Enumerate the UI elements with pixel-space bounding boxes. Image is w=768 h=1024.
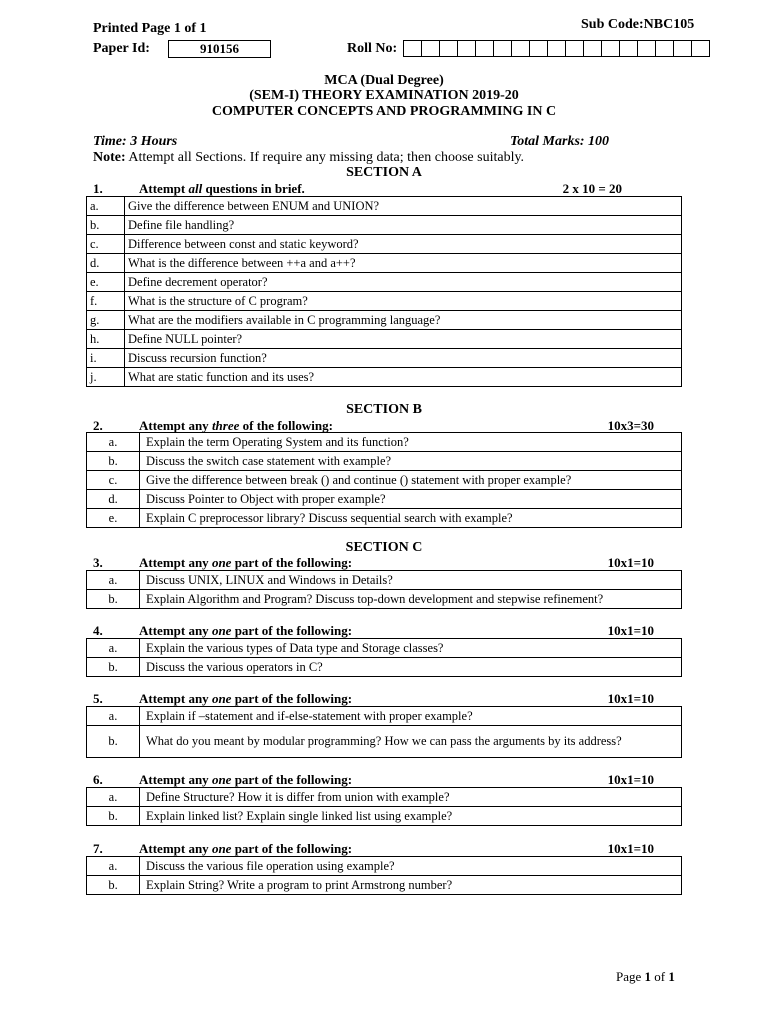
question-4-heading	[93, 623, 654, 638]
sub-code: Sub Code:NBC105	[581, 17, 695, 32]
question-row	[87, 707, 682, 726]
roll-digit-box[interactable]	[439, 40, 458, 57]
question-text: Discuss the various operators in C?	[140, 658, 682, 677]
roll-digit-box[interactable]	[601, 40, 620, 57]
course-title: MCA (Dual Degree)	[324, 73, 444, 88]
question-number: 7.	[93, 841, 103, 856]
section-b-table	[86, 432, 682, 528]
question-text: What is the structure of C program?	[125, 292, 682, 311]
question-instruction: Attempt any one part of the following:	[139, 691, 353, 706]
section-c-title: SECTION C	[345, 540, 423, 555]
question-label: b.	[87, 726, 140, 758]
question-row	[87, 571, 682, 590]
question-label: d.	[87, 254, 125, 273]
roll-digit-box[interactable]	[493, 40, 512, 57]
question-text: Define Structure? How it is differ from union with example?	[140, 788, 682, 807]
question-label: g.	[87, 311, 125, 330]
roll-digit-box[interactable]	[691, 40, 710, 57]
question-row	[87, 235, 682, 254]
question-row	[87, 726, 682, 758]
question-row	[87, 639, 682, 658]
roll-digit-box[interactable]	[565, 40, 584, 57]
question-row	[87, 273, 682, 292]
question-instruction: Attempt any one part of the following:	[139, 772, 353, 787]
question-text: Give the difference between ENUM and UNION?	[125, 197, 682, 216]
question-1-heading	[93, 181, 654, 196]
question-7-heading	[93, 841, 654, 856]
question-row	[87, 433, 682, 452]
question-label: b.	[87, 452, 140, 471]
question-label: b.	[87, 658, 140, 677]
question-marks: 2 x 10 = 20	[562, 181, 622, 196]
question-text: What is the difference between ++a and a++?	[125, 254, 682, 273]
question-text: What are static function and its uses?	[125, 368, 682, 387]
question-row	[87, 197, 682, 216]
question-number: 2.	[93, 418, 103, 433]
exam-title: (SEM-I) THEORY EXAMINATION 2019-20	[249, 88, 519, 103]
question-text: Discuss Pointer to Object with proper example?	[140, 490, 682, 509]
question-label: j.	[87, 368, 125, 387]
question-label: c.	[87, 471, 140, 490]
question-instruction: Attempt any three of the following:	[139, 418, 333, 433]
question-label: e.	[87, 273, 125, 292]
question-5-heading	[93, 691, 654, 706]
roll-digit-box[interactable]	[403, 40, 422, 57]
question-instruction: Attempt all questions in brief.	[139, 181, 305, 196]
question-text: Explain the various types of Data type and Storage classes?	[140, 639, 682, 658]
question-row	[87, 590, 682, 609]
question-number: 4.	[93, 623, 103, 638]
question-2-heading	[93, 418, 654, 433]
question-label: b.	[87, 876, 140, 895]
question-text: Explain the term Operating System and its function?	[140, 433, 682, 452]
question-marks: 10x3=30	[607, 418, 654, 433]
question-instruction: Attempt any one part of the following:	[139, 555, 353, 570]
question-label: c.	[87, 235, 125, 254]
question-row	[87, 807, 682, 826]
question-text: Define file handling?	[125, 216, 682, 235]
question-text: Discuss UNIX, LINUX and Windows in Details?	[140, 571, 682, 590]
question-number: 5.	[93, 691, 103, 706]
question-row	[87, 368, 682, 387]
question-3-heading	[93, 555, 654, 570]
question-text: Explain linked list? Explain single linked list using example?	[140, 807, 682, 826]
question-6-heading	[93, 772, 654, 787]
paper-id-label: Paper Id:	[93, 41, 150, 56]
question-number: 3.	[93, 555, 103, 570]
question-marks: 10x1=10	[607, 691, 654, 706]
question-label: b.	[87, 216, 125, 235]
roll-digit-box[interactable]	[673, 40, 692, 57]
question-label: a.	[87, 857, 140, 876]
roll-digit-box[interactable]	[475, 40, 494, 57]
roll-digit-box[interactable]	[457, 40, 476, 57]
section-a-title: SECTION A	[346, 165, 422, 180]
question-3-table	[86, 570, 682, 609]
question-marks: 10x1=10	[607, 623, 654, 638]
question-label: a.	[87, 197, 125, 216]
question-text: What do you meant by modular programming? How we can pass the arguments by its address?	[140, 726, 682, 758]
question-row	[87, 349, 682, 368]
question-row	[87, 452, 682, 471]
question-label: b.	[87, 590, 140, 609]
question-text: Discuss recursion function?	[125, 349, 682, 368]
question-label: i.	[87, 349, 125, 368]
question-row	[87, 658, 682, 677]
question-text: Difference between const and static keyword?	[125, 235, 682, 254]
question-label: a.	[87, 707, 140, 726]
time-label: Time: 3 Hours	[93, 134, 178, 149]
question-7-table	[86, 856, 682, 895]
question-row	[87, 330, 682, 349]
question-row	[87, 254, 682, 273]
question-text: Explain C preprocessor library? Discuss sequential search with example?	[140, 509, 682, 528]
question-row	[87, 788, 682, 807]
roll-digit-box[interactable]	[529, 40, 548, 57]
question-number: 1.	[93, 181, 103, 196]
question-instruction: Attempt any one part of the following:	[139, 623, 353, 638]
roll-no-boxes[interactable]	[404, 40, 710, 57]
question-label: f.	[87, 292, 125, 311]
question-label: a.	[87, 571, 140, 590]
question-text: Give the difference between break () and continue () statement with proper example?	[140, 471, 682, 490]
question-label: h.	[87, 330, 125, 349]
question-label: b.	[87, 807, 140, 826]
question-label: d.	[87, 490, 140, 509]
question-label: a.	[87, 639, 140, 658]
question-number: 6.	[93, 772, 103, 787]
roll-no-label: Roll No:	[347, 41, 398, 56]
question-text: Explain Algorithm and Program? Discuss top-down development and stepwise refinement?	[140, 590, 682, 609]
printed-page-label: Printed Page 1 of 1	[93, 21, 207, 36]
question-row	[87, 509, 682, 528]
question-marks: 10x1=10	[607, 772, 654, 787]
question-row	[87, 857, 682, 876]
question-row	[87, 292, 682, 311]
roll-digit-box[interactable]	[637, 40, 656, 57]
question-label: a.	[87, 788, 140, 807]
roll-digit-box[interactable]	[421, 40, 440, 57]
question-text: Explain if –statement and if-else-statement with proper example?	[140, 707, 682, 726]
question-row	[87, 876, 682, 895]
question-4-table	[86, 638, 682, 677]
roll-digit-box[interactable]	[655, 40, 674, 57]
question-text: Explain String? Write a program to print Armstrong number?	[140, 876, 682, 895]
question-label: e.	[87, 509, 140, 528]
note-text: Attempt all Sections. If require any missing data; then choose suitably.	[125, 150, 525, 165]
question-5-table	[86, 706, 682, 758]
total-marks: Total Marks: 100	[510, 134, 610, 149]
question-text: Define NULL pointer?	[125, 330, 682, 349]
question-text: Discuss the various file operation using example?	[140, 857, 682, 876]
question-text: Discuss the switch case statement with example?	[140, 452, 682, 471]
page-footer: Page 1 of 1	[616, 969, 675, 984]
question-marks: 10x1=10	[607, 555, 654, 570]
question-row	[87, 311, 682, 330]
section-b-title: SECTION B	[346, 402, 422, 417]
section-a-table	[86, 196, 682, 387]
question-row	[87, 471, 682, 490]
question-row	[87, 216, 682, 235]
note-label: Note:	[93, 150, 126, 165]
note	[93, 150, 524, 166]
question-text: Define decrement operator?	[125, 273, 682, 292]
roll-digit-box[interactable]	[511, 40, 530, 57]
question-row	[87, 490, 682, 509]
question-label: a.	[87, 433, 140, 452]
question-text: What are the modifiers available in C programming language?	[125, 311, 682, 330]
roll-digit-box[interactable]	[583, 40, 602, 57]
subject-title: COMPUTER CONCEPTS AND PROGRAMMING IN C	[211, 104, 557, 119]
paper-id-box: 910156	[168, 40, 271, 58]
roll-digit-box[interactable]	[547, 40, 566, 57]
question-marks: 10x1=10	[607, 841, 654, 856]
question-instruction: Attempt any one part of the following:	[139, 841, 353, 856]
question-6-table	[86, 787, 682, 826]
roll-digit-box[interactable]	[619, 40, 638, 57]
